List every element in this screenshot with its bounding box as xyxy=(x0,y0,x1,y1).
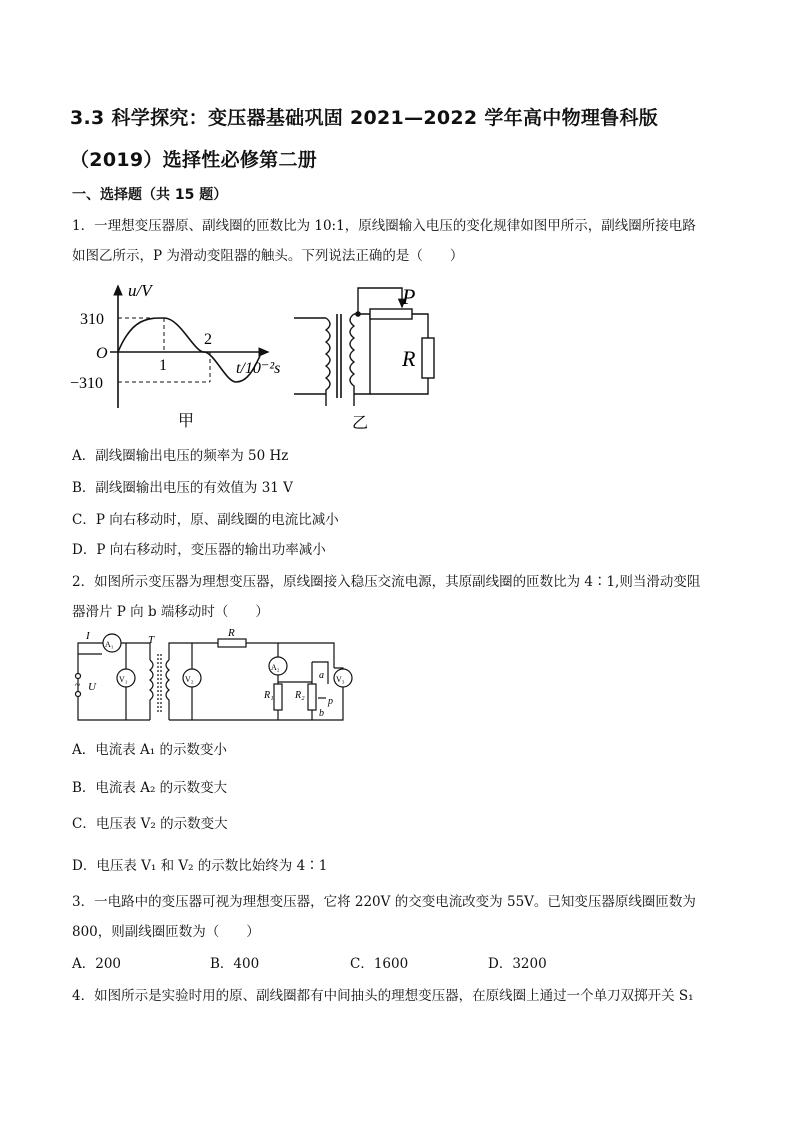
page-title-line2: （2019）选择性必修第二册 xyxy=(70,149,318,171)
primary-coil xyxy=(326,318,330,406)
q3-option-a: A．200 xyxy=(72,956,122,972)
y-tick-positive: 310 xyxy=(80,311,104,328)
q3-stem-line2: 800，则副线圈匝数为（ ） xyxy=(72,924,260,940)
page-title-line1: 3.3 科学探究：变压器基础巩固 2021—2022 学年高中物理鲁科版 xyxy=(70,107,659,129)
q3-option-d: D．3200 xyxy=(488,956,547,972)
transformer-label: T xyxy=(148,634,155,646)
resistor-R2 xyxy=(308,684,316,710)
V1-label: V₁ xyxy=(119,675,128,684)
resistor-label: R xyxy=(402,346,416,371)
current-label: I xyxy=(86,630,90,642)
R1-label: R₁ xyxy=(264,690,274,701)
q4-stem-line1: 4．如图所示是实验时用的原、副线圈都有中间抽头的理想变压器，在原线圈上通过一个单刀双掷开关 S₁ xyxy=(72,988,694,1004)
q1-option-c: C．P 向右移动时，原、副线圈的电流比减小 xyxy=(72,512,339,528)
resistor-R xyxy=(422,338,434,378)
q2-secondary-coil xyxy=(166,660,169,720)
q3-option-c: C．1600 xyxy=(350,956,409,972)
q2-option-b: B．电流表 A₂ 的示数变大 xyxy=(72,780,228,796)
R2-label: R₂ xyxy=(295,690,305,701)
p-label: p xyxy=(328,696,333,707)
slider-label: P xyxy=(402,284,416,309)
R-label: R xyxy=(228,627,235,639)
y-tick-negative: −310 xyxy=(70,375,104,392)
q2-stem-line2: 器滑片 P 向 b 端移动时（ ） xyxy=(72,604,269,620)
b-label: b xyxy=(319,708,324,719)
q1-option-d: D．P 向右移动时，变压器的输出功率减小 xyxy=(72,542,326,558)
x-axis-label: t/10⁻²s xyxy=(236,360,281,377)
svg-text:~: ~ xyxy=(75,680,81,691)
q3-option-b: B．400 xyxy=(210,956,260,972)
resistor-R-q2 xyxy=(218,639,246,647)
V2-label: V₂ xyxy=(185,675,194,684)
q1-figure-circuit xyxy=(290,280,450,435)
q2-stem-line1: 2．如图所示变压器为理想变压器，原线圈接入稳压交流电源，其原副线圈的匝数比为 4∶1,则当滑动变阻 xyxy=(72,574,701,590)
a-label: a xyxy=(319,670,324,681)
resistor-R1 xyxy=(274,684,282,710)
figure-caption-left: 甲 xyxy=(178,413,195,430)
q2-figure-circuit xyxy=(68,626,358,728)
x-tick-2: 2 xyxy=(204,331,212,348)
figure-caption-right: 乙 xyxy=(352,415,369,432)
V3-label: V₃ xyxy=(336,675,345,684)
q1-stem-line2: 如图乙所示，P 为滑动变阻器的触头。下列说法正确的是（ ） xyxy=(72,248,464,264)
q2-option-a: A．电流表 A₁ 的示数变小 xyxy=(72,742,227,758)
q1-option-b: B．副线圈输出电压的有效值为 31 V xyxy=(72,480,293,496)
section-heading: 一、选择题（共 15 题） xyxy=(72,187,228,203)
q1-option-a: A．副线圈输出电压的频率为 50 Hz xyxy=(72,448,289,464)
y-axis-label: u/V xyxy=(128,281,152,300)
q1-figure-voltage-graph xyxy=(70,278,300,433)
q2-primary-coil xyxy=(150,660,153,720)
q2-option-d: D．电压表 V₁ 和 V₂ 的示数比始终为 4∶1 xyxy=(72,858,328,874)
q3-stem-line1: 3．一电路中的变压器可视为理想变压器，它将 220V 的交变电流改变为 55V。已知变压器原线圈匝数为 xyxy=(72,894,696,910)
q3-options xyxy=(72,954,547,974)
x-tick-1: 1 xyxy=(159,357,167,374)
q1-stem-line1: 1．一理想变压器原、副线圈的匝数比为 10:1，原线圈输入电压的变化规律如图甲所示，副线圈所接电路 xyxy=(72,218,696,234)
source-label: U xyxy=(88,681,96,693)
origin-label: O xyxy=(96,345,108,362)
q2-option-c: C．电压表 V₂ 的示数变大 xyxy=(72,816,228,832)
rheostat xyxy=(370,309,412,319)
secondary-coil xyxy=(350,314,354,406)
A1-label: A₁ xyxy=(105,640,114,649)
A2-label: A₂ xyxy=(271,663,280,672)
